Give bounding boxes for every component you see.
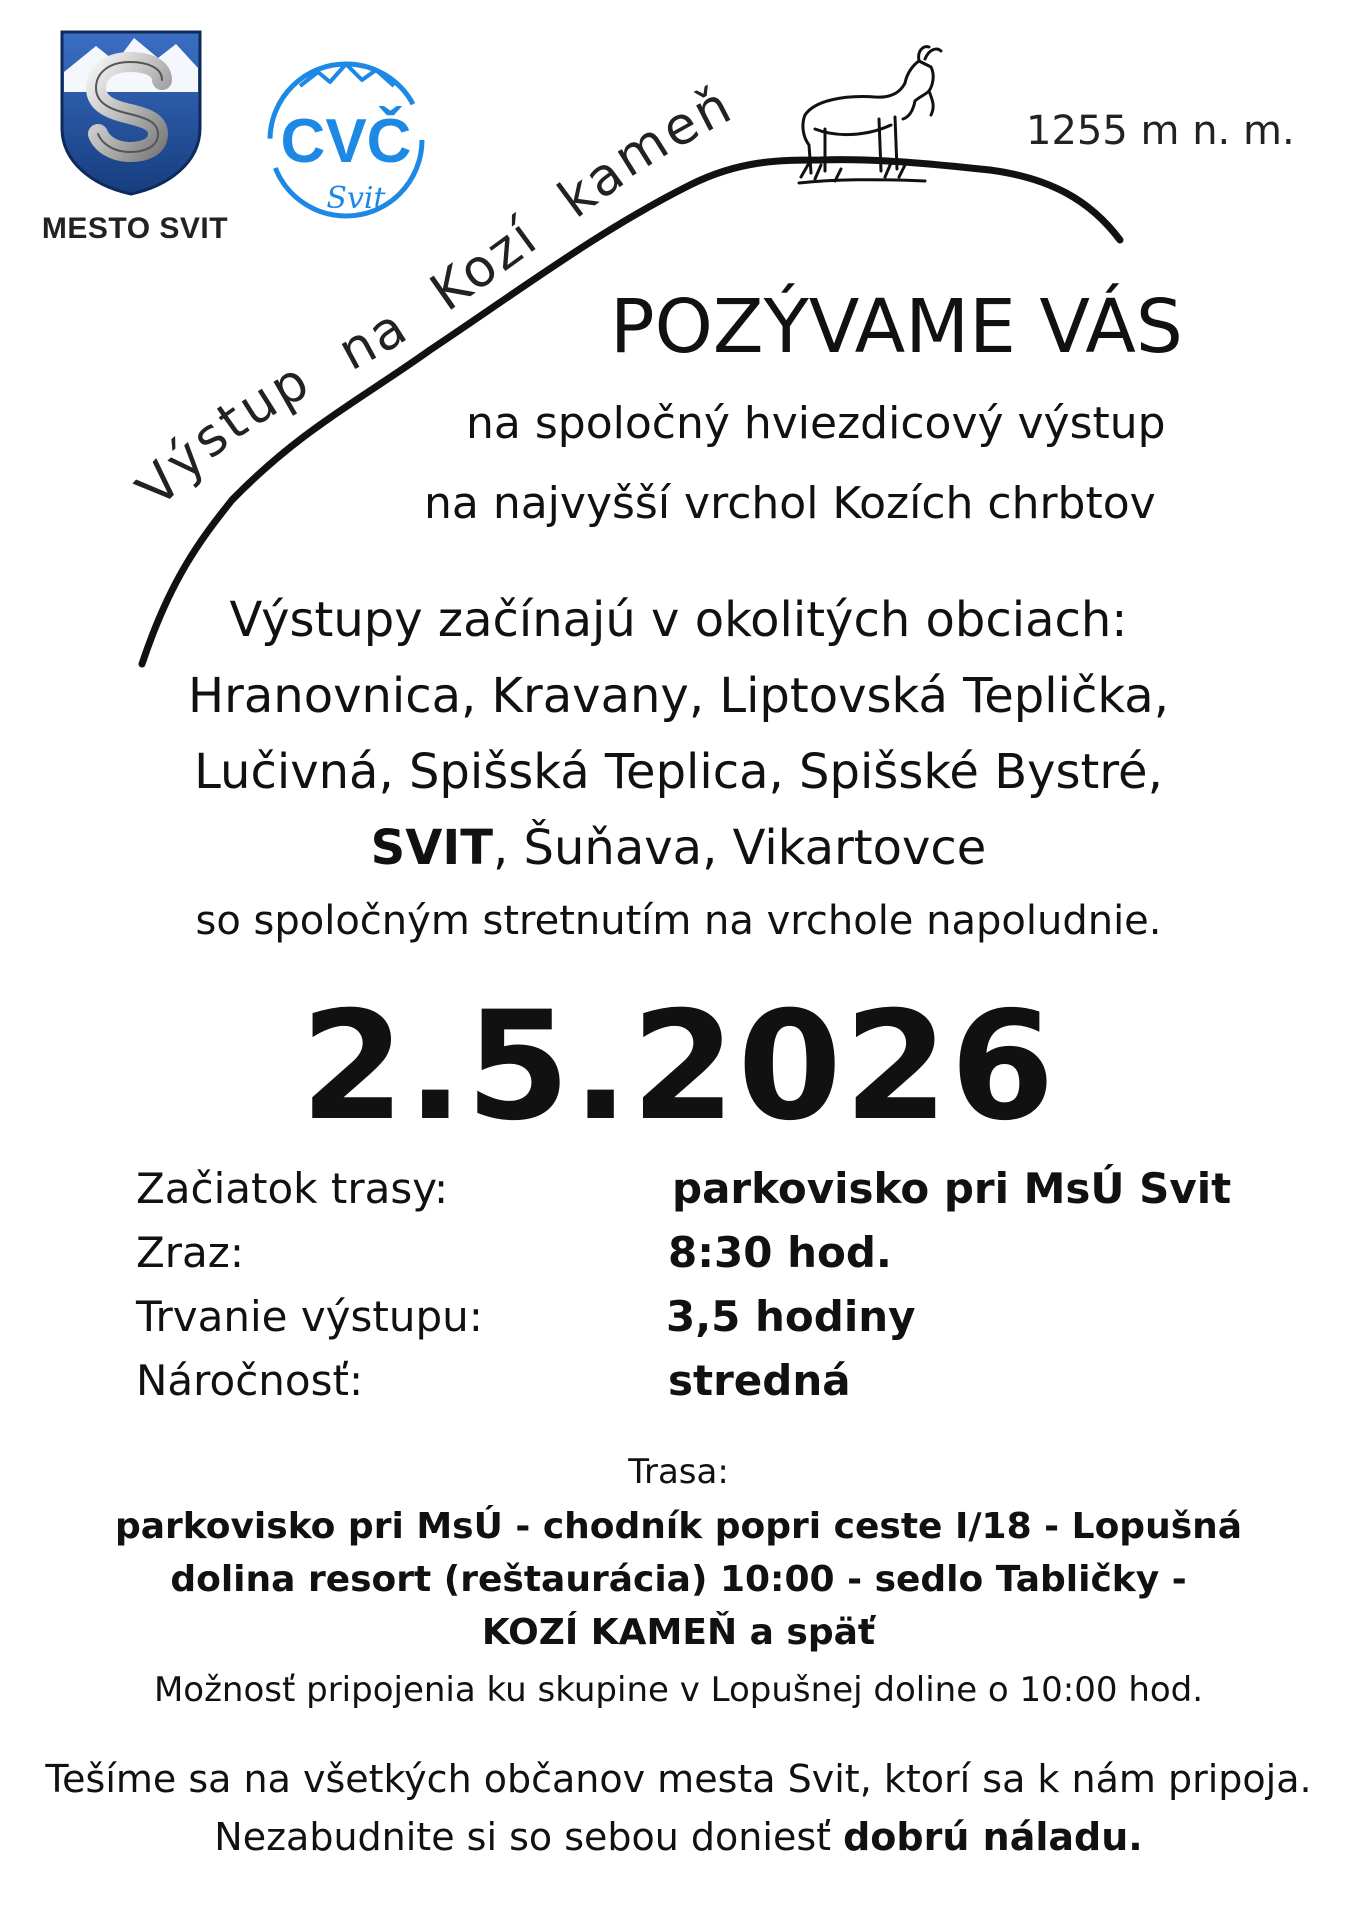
detail-value-duration: 3,5 hodiny: [666, 1292, 916, 1341]
towns-line-3-rest: , Šuňava, Vikartovce: [493, 820, 987, 876]
cvc-logo-sub: Svit: [326, 181, 386, 216]
svit-highlight: SVIT: [370, 820, 493, 876]
meeting-note: so spoločným stretnutím na vrchole napoludnie.: [195, 898, 1162, 944]
detail-value-start: parkovisko pri MsÚ Svit: [672, 1164, 1232, 1213]
invite-title: POZÝVAME VÁS: [610, 284, 1183, 370]
detail-value-meet: 8:30 hod.: [668, 1228, 892, 1277]
good-mood-highlight: dobrú náladu.: [843, 1815, 1143, 1859]
footer-block: [0, 1750, 1357, 1866]
curve-title: Výstup na Kozí kameň: [125, 74, 743, 519]
towns-line-3: [0, 810, 1357, 886]
altitude-label: 1255 m n. m.: [1026, 108, 1295, 154]
detail-label-difficulty: Náročnosť:: [136, 1356, 364, 1405]
event-date: 2.5.2026: [300, 980, 1057, 1154]
route-line-3: KOZÍ KAMEŇ a späť: [481, 1612, 876, 1653]
towns-line-2: Lučivná, Spišská Teplica, Spišské Bystré,: [194, 744, 1163, 800]
detail-label-duration: Trvanie výstupu:: [136, 1292, 483, 1341]
route-line-1: parkovisko pri MsÚ - chodník popri ceste I/18 - Lopušná: [114, 1506, 1243, 1547]
route-block: [0, 1500, 1357, 1659]
invite-line-2: na najvyšší vrchol Kozích chrbtov: [424, 478, 1156, 529]
towns-line-1: Hranovnica, Kravany, Liptovská Teplička,: [188, 668, 1169, 724]
detail-label-start: Začiatok trasy:: [136, 1164, 449, 1213]
towns-intro: Výstupy začínajú v okolitých obciach:: [229, 592, 1128, 648]
detail-label-meet: Zraz:: [136, 1228, 244, 1277]
footer-line-2: [0, 1808, 1357, 1866]
route-line-2: dolina resort (reštaurácia) 10:00 - sedlo Tabličky -: [170, 1559, 1187, 1600]
join-note: Možnosť pripojenia ku skupine v Lopušnej doline o 10:00 hod.: [153, 1670, 1204, 1710]
cvc-logo-text: CVČ: [280, 107, 412, 176]
footer-line-1: Tešíme sa na všetkých občanov mesta Svit, ktorí sa k nám pripoja.: [45, 1757, 1312, 1801]
footer-line-2-prefix: Nezabudnite si so sebou doniesť: [214, 1815, 844, 1859]
route-heading: Trasa:: [628, 1452, 729, 1492]
city-logo-label: MESTO SVIT: [41, 212, 229, 245]
invite-line-1: na spoločný hviezdicový výstup: [466, 398, 1166, 449]
towns-block: [0, 582, 1357, 886]
detail-value-difficulty: stredná: [668, 1356, 851, 1405]
